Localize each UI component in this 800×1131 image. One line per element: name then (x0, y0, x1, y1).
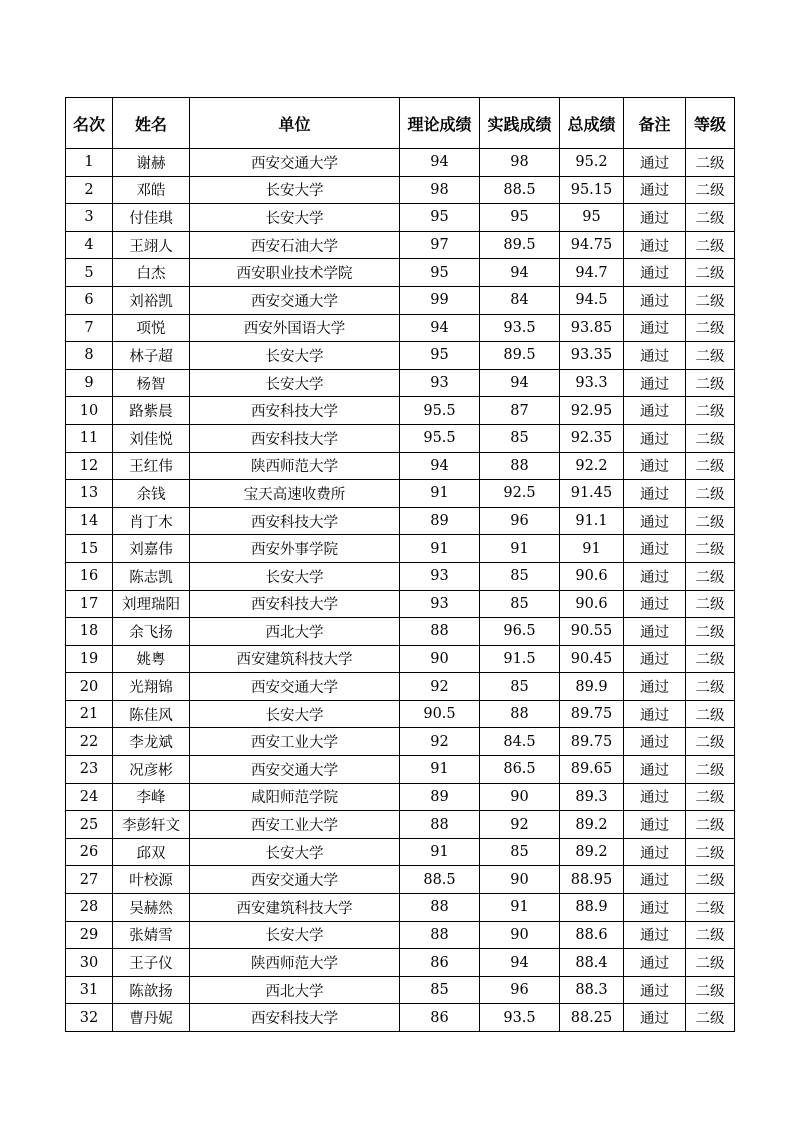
rank-cell: 6 (66, 286, 113, 314)
rank-cell: 8 (66, 342, 113, 370)
practice-score-cell: 94 (480, 949, 560, 977)
name-cell: 光翔锦 (113, 673, 190, 701)
rank-cell: 9 (66, 369, 113, 397)
unit-cell: 长安大学 (190, 838, 400, 866)
table-row (66, 452, 735, 480)
name-cell: 林子超 (113, 342, 190, 370)
practice-score-cell: 91 (480, 894, 560, 922)
header-level: 等级 (686, 98, 735, 149)
table-row (66, 894, 735, 922)
level-cell: 二级 (686, 700, 735, 728)
name-cell: 邓皓 (113, 176, 190, 204)
rank-cell: 27 (66, 866, 113, 894)
practice-score-cell: 96 (480, 976, 560, 1004)
name-cell: 刘裕凯 (113, 286, 190, 314)
rank-cell: 31 (66, 976, 113, 1004)
level-cell: 二级 (686, 369, 735, 397)
unit-cell: 西安交通大学 (190, 149, 400, 177)
practice-score-cell: 91.5 (480, 645, 560, 673)
practice-score-cell: 84 (480, 286, 560, 314)
unit-cell: 长安大学 (190, 176, 400, 204)
unit-cell: 西安建筑科技大学 (190, 894, 400, 922)
name-cell: 白杰 (113, 259, 190, 287)
rank-cell: 23 (66, 756, 113, 784)
rank-cell: 2 (66, 176, 113, 204)
practice-score-cell: 88.5 (480, 176, 560, 204)
theory-score-cell: 89 (400, 783, 480, 811)
practice-score-cell: 88 (480, 452, 560, 480)
practice-score-cell: 90 (480, 866, 560, 894)
total-score-cell: 88.25 (560, 1004, 624, 1032)
practice-score-cell: 93.5 (480, 314, 560, 342)
remark-cell: 通过 (624, 894, 686, 922)
theory-score-cell: 91 (400, 838, 480, 866)
name-cell: 李龙斌 (113, 728, 190, 756)
table-row (66, 783, 735, 811)
level-cell: 二级 (686, 314, 735, 342)
table-row (66, 259, 735, 287)
remark-cell: 通过 (624, 480, 686, 508)
unit-cell: 长安大学 (190, 369, 400, 397)
remark-cell: 通过 (624, 452, 686, 480)
rank-cell: 4 (66, 231, 113, 259)
practice-score-cell: 90 (480, 921, 560, 949)
table-body (66, 149, 735, 1032)
remark-cell: 通过 (624, 618, 686, 646)
practice-score-cell: 91 (480, 535, 560, 563)
remark-cell: 通过 (624, 783, 686, 811)
name-cell: 曹丹妮 (113, 1004, 190, 1032)
total-score-cell: 95.2 (560, 149, 624, 177)
remark-cell: 通过 (624, 369, 686, 397)
practice-score-cell: 93.5 (480, 1004, 560, 1032)
theory-score-cell: 90.5 (400, 700, 480, 728)
level-cell: 二级 (686, 424, 735, 452)
table-row (66, 424, 735, 452)
table-row (66, 1004, 735, 1032)
remark-cell: 通过 (624, 314, 686, 342)
total-score-cell: 95.15 (560, 176, 624, 204)
table-row (66, 176, 735, 204)
theory-score-cell: 93 (400, 369, 480, 397)
practice-score-cell: 96 (480, 507, 560, 535)
remark-cell: 通过 (624, 949, 686, 977)
remark-cell: 通过 (624, 1004, 686, 1032)
total-score-cell: 89.65 (560, 756, 624, 784)
name-cell: 余飞扬 (113, 618, 190, 646)
total-score-cell: 89.75 (560, 728, 624, 756)
theory-score-cell: 88 (400, 811, 480, 839)
name-cell: 刘佳悦 (113, 424, 190, 452)
level-cell: 二级 (686, 866, 735, 894)
theory-score-cell: 88.5 (400, 866, 480, 894)
header-remark: 备注 (624, 98, 686, 149)
remark-cell: 通过 (624, 149, 686, 177)
name-cell: 叶校源 (113, 866, 190, 894)
total-score-cell: 90.45 (560, 645, 624, 673)
name-cell: 王红伟 (113, 452, 190, 480)
table-row (66, 700, 735, 728)
total-score-cell: 88.3 (560, 976, 624, 1004)
rank-cell: 25 (66, 811, 113, 839)
practice-score-cell: 92 (480, 811, 560, 839)
theory-score-cell: 95 (400, 204, 480, 232)
level-cell: 二级 (686, 535, 735, 563)
total-score-cell: 93.35 (560, 342, 624, 370)
table-row (66, 149, 735, 177)
unit-cell: 西安石油大学 (190, 231, 400, 259)
level-cell: 二级 (686, 949, 735, 977)
unit-cell: 西安外事学院 (190, 535, 400, 563)
name-cell: 李峰 (113, 783, 190, 811)
unit-cell: 陕西师范大学 (190, 452, 400, 480)
name-cell: 王子仪 (113, 949, 190, 977)
name-cell: 刘嘉伟 (113, 535, 190, 563)
name-cell: 况彦彬 (113, 756, 190, 784)
total-score-cell: 95 (560, 204, 624, 232)
unit-cell: 西安科技大学 (190, 397, 400, 425)
practice-score-cell: 95 (480, 204, 560, 232)
total-score-cell: 90.55 (560, 618, 624, 646)
practice-score-cell: 89.5 (480, 231, 560, 259)
practice-score-cell: 89.5 (480, 342, 560, 370)
level-cell: 二级 (686, 756, 735, 784)
table-row (66, 756, 735, 784)
total-score-cell: 91.45 (560, 480, 624, 508)
remark-cell: 通过 (624, 921, 686, 949)
remark-cell: 通过 (624, 397, 686, 425)
table-row (66, 645, 735, 673)
total-score-cell: 89.2 (560, 838, 624, 866)
theory-score-cell: 97 (400, 231, 480, 259)
practice-score-cell: 94 (480, 369, 560, 397)
practice-score-cell: 96.5 (480, 618, 560, 646)
theory-score-cell: 88 (400, 894, 480, 922)
level-cell: 二级 (686, 783, 735, 811)
unit-cell: 西安外国语大学 (190, 314, 400, 342)
level-cell: 二级 (686, 562, 735, 590)
remark-cell: 通过 (624, 673, 686, 701)
unit-cell: 长安大学 (190, 700, 400, 728)
name-cell: 张婧雪 (113, 921, 190, 949)
remark-cell: 通过 (624, 231, 686, 259)
name-cell: 项悦 (113, 314, 190, 342)
name-cell: 陈佳风 (113, 700, 190, 728)
practice-score-cell: 90 (480, 783, 560, 811)
level-cell: 二级 (686, 921, 735, 949)
theory-score-cell: 89 (400, 507, 480, 535)
rank-cell: 30 (66, 949, 113, 977)
table-row (66, 866, 735, 894)
practice-score-cell: 85 (480, 424, 560, 452)
total-score-cell: 88.9 (560, 894, 624, 922)
remark-cell: 通过 (624, 507, 686, 535)
practice-score-cell: 85 (480, 673, 560, 701)
rank-cell: 32 (66, 1004, 113, 1032)
rank-cell: 24 (66, 783, 113, 811)
rank-cell: 17 (66, 590, 113, 618)
unit-cell: 西安科技大学 (190, 507, 400, 535)
practice-score-cell: 85 (480, 562, 560, 590)
level-cell: 二级 (686, 1004, 735, 1032)
table-row (66, 838, 735, 866)
table-row (66, 369, 735, 397)
theory-score-cell: 93 (400, 562, 480, 590)
name-cell: 刘理瑞阳 (113, 590, 190, 618)
remark-cell: 通过 (624, 176, 686, 204)
level-cell: 二级 (686, 259, 735, 287)
unit-cell: 西安科技大学 (190, 590, 400, 618)
score-table (65, 97, 735, 1032)
theory-score-cell: 92 (400, 728, 480, 756)
theory-score-cell: 88 (400, 618, 480, 646)
theory-score-cell: 86 (400, 949, 480, 977)
theory-score-cell: 95.5 (400, 424, 480, 452)
table-row (66, 507, 735, 535)
rank-cell: 28 (66, 894, 113, 922)
remark-cell: 通过 (624, 590, 686, 618)
practice-score-cell: 98 (480, 149, 560, 177)
total-score-cell: 94.75 (560, 231, 624, 259)
theory-score-cell: 94 (400, 314, 480, 342)
rank-cell: 1 (66, 149, 113, 177)
total-score-cell: 94.7 (560, 259, 624, 287)
total-score-cell: 93.3 (560, 369, 624, 397)
table-row (66, 535, 735, 563)
remark-cell: 通过 (624, 259, 686, 287)
name-cell: 姚粤 (113, 645, 190, 673)
rank-cell: 5 (66, 259, 113, 287)
level-cell: 二级 (686, 342, 735, 370)
unit-cell: 西安工业大学 (190, 728, 400, 756)
name-cell: 余钱 (113, 480, 190, 508)
level-cell: 二级 (686, 397, 735, 425)
rank-cell: 29 (66, 921, 113, 949)
total-score-cell: 91 (560, 535, 624, 563)
remark-cell: 通过 (624, 535, 686, 563)
table-row (66, 314, 735, 342)
unit-cell: 长安大学 (190, 562, 400, 590)
theory-score-cell: 93 (400, 590, 480, 618)
unit-cell: 西安交通大学 (190, 673, 400, 701)
rank-cell: 16 (66, 562, 113, 590)
theory-score-cell: 88 (400, 921, 480, 949)
name-cell: 邱双 (113, 838, 190, 866)
theory-score-cell: 91 (400, 535, 480, 563)
remark-cell: 通过 (624, 342, 686, 370)
theory-score-cell: 95 (400, 259, 480, 287)
level-cell: 二级 (686, 231, 735, 259)
practice-score-cell: 86.5 (480, 756, 560, 784)
name-cell: 陈歆扬 (113, 976, 190, 1004)
total-score-cell: 89.3 (560, 783, 624, 811)
remark-cell: 通过 (624, 976, 686, 1004)
unit-cell: 长安大学 (190, 342, 400, 370)
total-score-cell: 91.1 (560, 507, 624, 535)
theory-score-cell: 94 (400, 149, 480, 177)
unit-cell: 西安科技大学 (190, 424, 400, 452)
level-cell: 二级 (686, 204, 735, 232)
table-row (66, 480, 735, 508)
rank-cell: 19 (66, 645, 113, 673)
total-score-cell: 92.95 (560, 397, 624, 425)
remark-cell: 通过 (624, 562, 686, 590)
theory-score-cell: 95 (400, 342, 480, 370)
unit-cell: 西安职业技术学院 (190, 259, 400, 287)
remark-cell: 通过 (624, 645, 686, 673)
theory-score-cell: 91 (400, 480, 480, 508)
level-cell: 二级 (686, 645, 735, 673)
header-name: 姓名 (113, 98, 190, 149)
name-cell: 吴赫然 (113, 894, 190, 922)
level-cell: 二级 (686, 286, 735, 314)
practice-score-cell: 88 (480, 700, 560, 728)
rank-cell: 18 (66, 618, 113, 646)
practice-score-cell: 85 (480, 838, 560, 866)
name-cell: 陈志凯 (113, 562, 190, 590)
level-cell: 二级 (686, 618, 735, 646)
unit-cell: 西安建筑科技大学 (190, 645, 400, 673)
table-row (66, 204, 735, 232)
theory-score-cell: 90 (400, 645, 480, 673)
unit-cell: 西安交通大学 (190, 286, 400, 314)
header-rank: 名次 (66, 98, 113, 149)
table-row (66, 562, 735, 590)
table-row (66, 811, 735, 839)
theory-score-cell: 86 (400, 1004, 480, 1032)
theory-score-cell: 91 (400, 756, 480, 784)
rank-cell: 22 (66, 728, 113, 756)
level-cell: 二级 (686, 811, 735, 839)
practice-score-cell: 87 (480, 397, 560, 425)
header-theory-score: 理论成绩 (400, 98, 480, 149)
total-score-cell: 89.75 (560, 700, 624, 728)
practice-score-cell: 85 (480, 590, 560, 618)
header-row (66, 98, 735, 149)
level-cell: 二级 (686, 149, 735, 177)
total-score-cell: 88.95 (560, 866, 624, 894)
practice-score-cell: 92.5 (480, 480, 560, 508)
level-cell: 二级 (686, 976, 735, 1004)
theory-score-cell: 95.5 (400, 397, 480, 425)
practice-score-cell: 94 (480, 259, 560, 287)
table-row (66, 728, 735, 756)
unit-cell: 陕西师范大学 (190, 949, 400, 977)
practice-score-cell: 84.5 (480, 728, 560, 756)
table-row (66, 949, 735, 977)
table-row (66, 342, 735, 370)
rank-cell: 12 (66, 452, 113, 480)
table-row (66, 618, 735, 646)
rank-cell: 15 (66, 535, 113, 563)
rank-cell: 14 (66, 507, 113, 535)
remark-cell: 通过 (624, 424, 686, 452)
table-row (66, 231, 735, 259)
level-cell: 二级 (686, 728, 735, 756)
table-row (66, 673, 735, 701)
unit-cell: 西北大学 (190, 618, 400, 646)
theory-score-cell: 98 (400, 176, 480, 204)
remark-cell: 通过 (624, 700, 686, 728)
rank-cell: 26 (66, 838, 113, 866)
total-score-cell: 90.6 (560, 562, 624, 590)
total-score-cell: 90.6 (560, 590, 624, 618)
theory-score-cell: 85 (400, 976, 480, 1004)
rank-cell: 20 (66, 673, 113, 701)
level-cell: 二级 (686, 894, 735, 922)
theory-score-cell: 92 (400, 673, 480, 701)
remark-cell: 通过 (624, 811, 686, 839)
total-score-cell: 89.9 (560, 673, 624, 701)
rank-cell: 10 (66, 397, 113, 425)
level-cell: 二级 (686, 176, 735, 204)
name-cell: 肖丁木 (113, 507, 190, 535)
table-row (66, 921, 735, 949)
unit-cell: 长安大学 (190, 921, 400, 949)
total-score-cell: 88.4 (560, 949, 624, 977)
rank-cell: 13 (66, 480, 113, 508)
unit-cell: 长安大学 (190, 204, 400, 232)
table-row (66, 976, 735, 1004)
total-score-cell: 93.85 (560, 314, 624, 342)
level-cell: 二级 (686, 838, 735, 866)
total-score-cell: 88.6 (560, 921, 624, 949)
theory-score-cell: 94 (400, 452, 480, 480)
rank-cell: 3 (66, 204, 113, 232)
name-cell: 路紫晨 (113, 397, 190, 425)
total-score-cell: 92.35 (560, 424, 624, 452)
name-cell: 王翊人 (113, 231, 190, 259)
rank-cell: 11 (66, 424, 113, 452)
remark-cell: 通过 (624, 756, 686, 784)
remark-cell: 通过 (624, 286, 686, 314)
name-cell: 李彭轩文 (113, 811, 190, 839)
unit-cell: 西安工业大学 (190, 811, 400, 839)
name-cell: 谢赫 (113, 149, 190, 177)
rank-cell: 21 (66, 700, 113, 728)
header-total-score: 总成绩 (560, 98, 624, 149)
header-unit: 单位 (190, 98, 400, 149)
remark-cell: 通过 (624, 866, 686, 894)
total-score-cell: 89.2 (560, 811, 624, 839)
total-score-cell: 92.2 (560, 452, 624, 480)
unit-cell: 西安科技大学 (190, 1004, 400, 1032)
level-cell: 二级 (686, 507, 735, 535)
level-cell: 二级 (686, 480, 735, 508)
remark-cell: 通过 (624, 838, 686, 866)
name-cell: 付佳琪 (113, 204, 190, 232)
total-score-cell: 94.5 (560, 286, 624, 314)
unit-cell: 西安交通大学 (190, 866, 400, 894)
rank-cell: 7 (66, 314, 113, 342)
unit-cell: 西北大学 (190, 976, 400, 1004)
unit-cell: 咸阳师范学院 (190, 783, 400, 811)
header-practice-score: 实践成绩 (480, 98, 560, 149)
level-cell: 二级 (686, 590, 735, 618)
table-row (66, 286, 735, 314)
name-cell: 杨智 (113, 369, 190, 397)
level-cell: 二级 (686, 673, 735, 701)
unit-cell: 宝天高速收费所 (190, 480, 400, 508)
theory-score-cell: 99 (400, 286, 480, 314)
remark-cell: 通过 (624, 728, 686, 756)
remark-cell: 通过 (624, 204, 686, 232)
table-row (66, 590, 735, 618)
level-cell: 二级 (686, 452, 735, 480)
unit-cell: 西安交通大学 (190, 756, 400, 784)
table-row (66, 397, 735, 425)
